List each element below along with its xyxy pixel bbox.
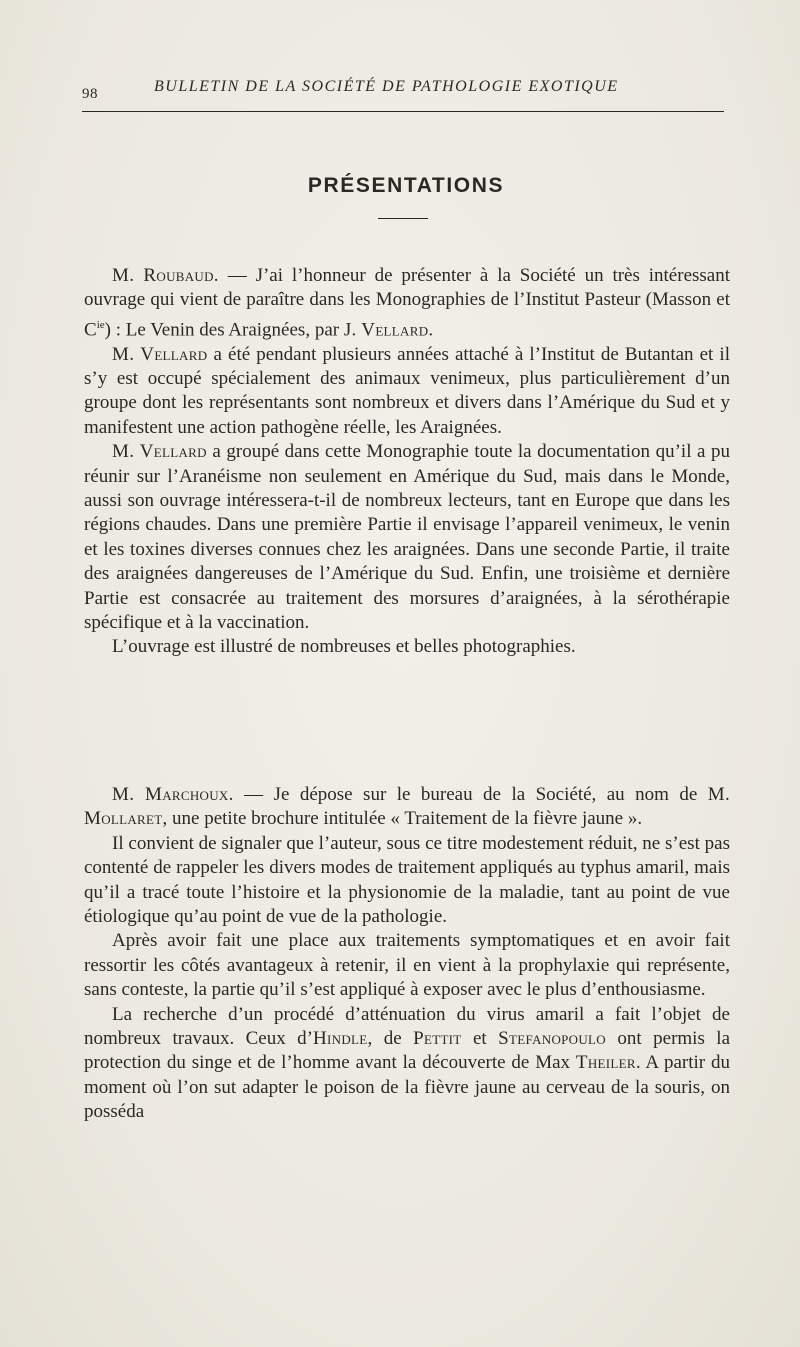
paragraph: Après avoir fait une place aux traitements symptomatiques et en avoir fait ressortir les côtés avantageux à retenir, il en vient à la prophylaxie qui représente, sans conteste, la partie qu’il s’est appliqué à exposer avec le plus d’enthousiasme.	[84, 930, 730, 1001]
paragraph: L’ouvrage est illustré de nombreuses et belles photographies.	[112, 636, 576, 658]
person-name: Hindle	[313, 1028, 368, 1050]
running-head: BULLETIN DE LA SOCIÉTÉ DE PATHOLOGIE EXOTIQUE	[154, 78, 619, 95]
person-name: M. Vellard	[112, 441, 207, 463]
title-divider	[378, 218, 428, 219]
author-name: J. Vellard.	[343, 319, 434, 341]
paragraph: M. Vellard a été pendant plusieurs années attaché à l’Institut de Butantan et il s’y est occupé spécialement des animaux venimeux, plus particulièrement d’un groupe dont les représentants sont nombreux et divers dans l’Amérique du Sud et y manifestent une action pathogène réelle, les Araignées.	[84, 343, 730, 438]
section-title: PRÉSENTATIONS	[307, 174, 505, 197]
paragraph: M. Vellard a groupé dans cette Monographie toute la documentation qu’il a pu réunir sur l’Aranéisme non seulement en Amérique du Sud, mais dans le Monde, aussi son ouvrage intéressera-t-il de nombreux lecteurs, tant en Europe que dans les régions chaudes. Dans une première Partie il envisage l’appareil venimeux, le venin et les toxines diverses connues chez les araignées. Dans une seconde Partie, il traite des araignées dangereuses de l’Amérique du Sud. Enfin, une troisième et dernière Partie est consacrée au traitement des morsures d’araignées, à la sérothérapie spécifique et à la vaccination.	[84, 441, 730, 634]
page-number: 98	[82, 86, 98, 102]
speaker-name: M. Marchoux.	[112, 784, 234, 805]
header-divider	[82, 111, 724, 112]
paragraph: La recherche d’un procédé d’atténuation du virus amaril a fait l’objet de nombreux travaux. Ceux d’Hindle, de Pettit et Stefanopoulo ont permis la protection du singe et de l’homme avant la découverte de Max Theiler. A partir du moment où l’on sut adapter le poison de la fièvre jaune au cerveau de la souris, on posséda	[84, 1003, 730, 1123]
person-name: Stefanopoulo	[498, 1028, 606, 1050]
page-header	[82, 78, 724, 104]
speaker-name: M. Roubaud.	[112, 265, 219, 286]
person-name: M. Mollaret	[84, 784, 731, 830]
person-name: Theiler	[575, 1052, 636, 1074]
paragraph: M. Roubaud. — J’ai l’honneur de présenter à la Société un très intéressant ouvrage qui vient de paraître dans les Monographies de l’Institut Pasteur (Masson et $C^{ie}$) : Le Venin des Araignées, par J. Vellard.	[84, 265, 730, 341]
person-name: M. Vellard	[112, 343, 208, 365]
presentation-marchoux	[84, 783, 730, 1125]
paragraph: Il convient de signaler que l’auteur, sous ce titre modestement réduit, ne s’est pas contenté de rappeler les divers modes de traitement appliqués au typhus amaril, mais qu’il a tracé toute l’histoire et la physionomie de la maladie, tant au point de vue étiologique qu’au point de vue de la pathologie.	[84, 832, 730, 928]
presentation-roubaud	[84, 264, 730, 660]
paragraph: M. Marchoux. — Je dépose sur le bureau de la Société, au nom de M. Mollaret, une petite brochure intitulée « Traitement de la fièvre jaune ».	[84, 784, 731, 830]
person-name: Pettit	[413, 1028, 462, 1050]
